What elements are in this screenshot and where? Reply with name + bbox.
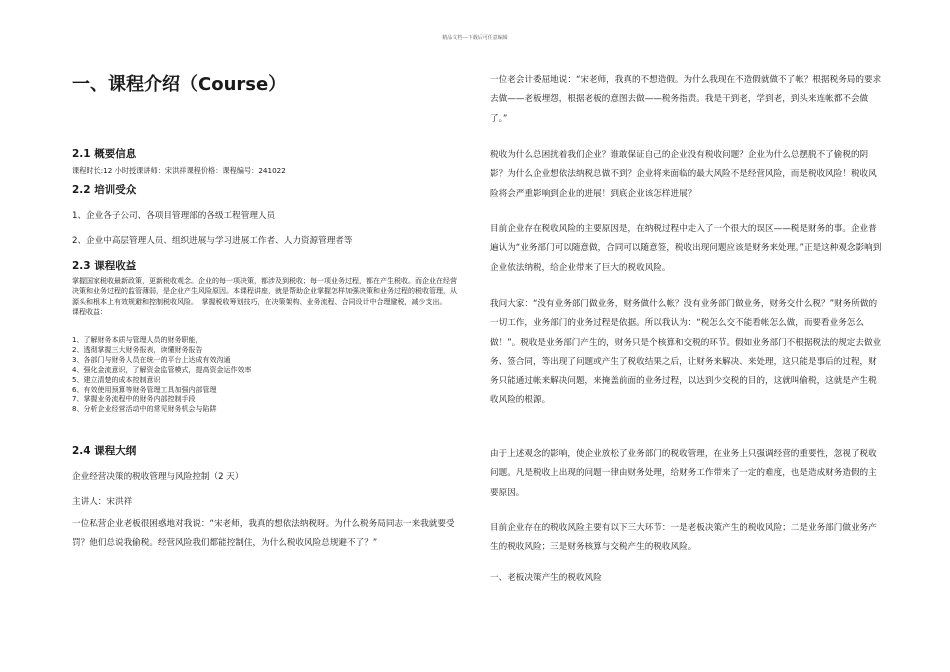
list-item: 6、有效使用预算等财务管理工具加强内部管理 bbox=[72, 385, 217, 394]
paragraph-1: 一位老会计委屈地说：“宋老师，我真的不想造假。为什么我现在不造假就做不了帐？根据税务局的要求去做——老板埋怨，根据老板的意图去做——税务指责。我是干到老，学到老，到头来连帐都不会做了。” bbox=[490, 75, 882, 124]
list-item: 5、建立清楚的成本控制意识 bbox=[72, 375, 161, 384]
paragraph-6: 目前企业存在的税收风险主要有以下三大环节：一是老板决策产生的税收风险；二是业务部门做业务产生的税收风险；三是财务核算与交税产生的税收风险。 bbox=[490, 523, 877, 553]
section-heading-benefits: 2.3 课程收益 bbox=[72, 260, 137, 272]
benefits-text: 掌握国家税收最新政策，更新税收观念。企业的每一项决策，都涉及到税收；每一项业务过程，都在产生税收。而企业在经营决策和业务过程的监管薄弱，是企业产生风险原因。本课程讲座，就是帮助企业掌握怎样加强决策和业务过程的税收管理，从源头和根本上有效规避和控制税收风险。 掌握税收筹划技巧，在决策架构、业务流程、合同设计中合理避税，减少支出。 bbox=[72, 277, 457, 306]
list-item: 1、了解财务本质与管理人员的财务职能， bbox=[72, 336, 203, 344]
course-name: 企业经营决策的税收管理与风险控制（2 天） bbox=[72, 472, 244, 482]
page-title: 一、课程介绍（Course） bbox=[72, 74, 287, 95]
section-heading-outline: 2.4 课程大纲 bbox=[72, 445, 137, 457]
page-header: 精品文档---下载后可任意编辑 bbox=[442, 35, 508, 41]
benefits-list bbox=[72, 336, 251, 415]
list-item: 8、分析企业经营活动中的常见财务机会与陷阱 bbox=[72, 405, 217, 414]
audience-item-1: 1、企业各子公司、各项目管理部的各级工程管理人员 bbox=[72, 211, 276, 221]
speaker: 主讲人：宋洪祥 bbox=[72, 497, 133, 507]
benefits-paragraph bbox=[72, 276, 462, 318]
paragraph-2: 税收为什么总困扰着我们企业？谁敢保证自己的企业没有税收问题？企业为什么总摆脱不了偷税的阴影？为什么企业想依法纳税总做不到？企业将来面临的最大风险不是经营风险，而是税收风险！税收风险将会严重影响到企业的进展！到底企业该怎样进展？ bbox=[490, 150, 877, 199]
course-info: 课程时长:12 小时授课讲师：宋洪祥课程价格：课程编号：241022 bbox=[72, 166, 286, 175]
list-item: 7、掌握业务流程中的财务内部控制手段 bbox=[72, 395, 196, 404]
audience-item-2: 2、企业中高层管理人员、组织进展与学习进展工作者、人力资源管理者等 bbox=[72, 236, 353, 246]
benefits-label: 课程收益： bbox=[72, 308, 107, 317]
story-paragraph: 一位私营企业老板很困惑地对我说：“宋老师，我真的想依法纳税呀。为什么税务局同志一来我就要受罚？他们总说我偷税。经营风险我们都能控制住，为什么税收风险总规避不了？” bbox=[72, 519, 455, 549]
paragraph-3: 目前企业存在税收风险的主要原因是，在纳税过程中走入了一个很大的误区——税是财务的事。企业普遍认为“业务部门可以随意做，合同可以随意签，税收出现问题应该是财务来处理。”正是这种观念影响到企业依法纳税，给企业带来了巨大的税收风险。 bbox=[490, 224, 882, 273]
section-heading-audience: 2.2 培训受众 bbox=[72, 184, 137, 196]
section-heading-overview: 2.1 概要信息 bbox=[72, 148, 137, 160]
paragraph-5: 由于上述观念的影响，使企业放松了业务部门的税收管理，在业务上只强调经营的重要性，忽视了税收问题。凡是税收上出现的问题一律由财务处理，给财务工作带来了一定的难度，也是造成财务造假的主要原因。 bbox=[490, 449, 877, 498]
list-item: 4、强化金流意识，了解资金监管模式，提高资金运作效率 bbox=[72, 365, 252, 374]
paragraph-4: 我问大家：“没有业务部门做业务，财务做什么帐？没有业务部门做业务，财务交什么税？”财务所做的一切工作，业务部门的业务过程是依据。所以我认为：“税怎么交不能看帐怎么做，而要看业务怎么做！”。税收是业务部门产生的，财务只是个核算和交税的环节。假如业务部门不根据税法的规定去做业务、签合同，等出现了问题或产生了税收结果之后，让财务来解决、来处理，这只能是事后的过程，财务只能通过帐来解决问题，来掩盖前面的业务过程，以达到少交税的目的，这就叫偷税，这就是产生税收风险的根源。 bbox=[490, 299, 882, 406]
list-item: 3、各部门与财务人员在统一的平台上达成有效沟通 bbox=[72, 355, 231, 364]
paragraph-7: 一、老板决策产生的税收风险 bbox=[490, 573, 602, 583]
list-item: 2、透彻掌握三大财务报表，读懂财务报告 bbox=[72, 345, 203, 354]
